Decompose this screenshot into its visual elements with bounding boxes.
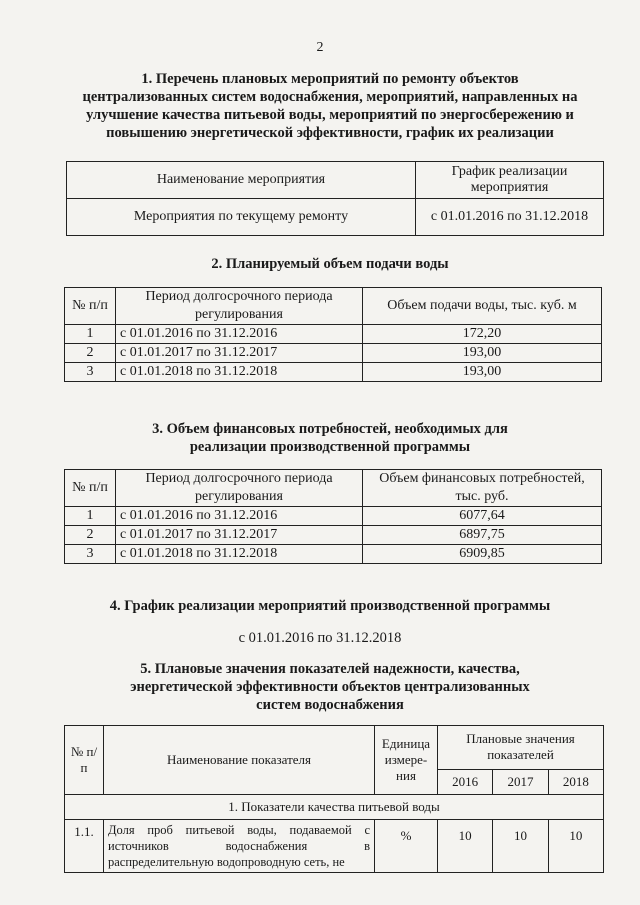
measure-schedule-cell: с 01.01.2016 по 31.12.2018: [416, 199, 604, 236]
header-number: № п/п: [65, 288, 116, 325]
header-financial-volume: Объем финансовых потребностей, тыс. руб.: [363, 470, 602, 507]
table-row: [67, 199, 604, 236]
header-year-2018: 2018: [548, 769, 603, 794]
header-period: Период долгосрочного периода регулирования: [116, 288, 363, 325]
row-period: с 01.01.2018 по 31.12.2018: [116, 545, 363, 564]
row-value-2018: 10: [548, 820, 603, 873]
row-number: 2: [65, 344, 116, 363]
row-value: 193,00: [363, 363, 602, 382]
table-row: [65, 507, 602, 526]
row-period: с 01.01.2016 по 31.12.2016: [116, 325, 363, 344]
header-planned-values: Плановые значения показателей: [438, 726, 604, 770]
table-header-row: [65, 288, 602, 325]
header-indicator-name: Наименование показателя: [104, 726, 375, 795]
header-measure-name: Наименование мероприятия: [67, 162, 416, 199]
group-row: [65, 795, 604, 820]
table-header-row: [65, 726, 604, 770]
financial-needs-table: [64, 469, 602, 564]
row-value: 172,20: [363, 325, 602, 344]
table-row: [65, 325, 602, 344]
table-row: [65, 820, 604, 873]
row-value: 6077,64: [363, 507, 602, 526]
header-year-2017: 2017: [493, 769, 548, 794]
row-number: 1: [65, 507, 116, 526]
header-period: Период долгосрочного периода регулирования: [116, 470, 363, 507]
measure-name-cell: Мероприятия по текущему ремонту: [67, 199, 416, 236]
section-3-title: 3. Объем финансовых потребностей, необходимых для реализации производственной программы: [152, 421, 508, 455]
header-number: № п/п: [65, 726, 104, 795]
row-value: 6897,75: [363, 526, 602, 545]
measures-table: [66, 161, 604, 236]
page-number: 2: [316, 40, 324, 55]
header-water-volume: Объем подачи воды, тыс. куб. м: [363, 288, 602, 325]
row-number: 1.1.: [65, 820, 104, 873]
section-4-title: 4. График реализации мероприятий производственной программы: [109, 598, 551, 614]
row-number: 1: [65, 325, 116, 344]
section-4-period: с 01.01.2016 по 31.12.2018: [238, 630, 402, 646]
row-number: 3: [65, 363, 116, 382]
row-indicator-name: Доля проб питьевой воды, подаваемой с источников водоснабжения в распределительную водопроводную сеть, не: [104, 820, 375, 873]
header-year-2016: 2016: [438, 769, 493, 794]
section-5-title: 5. Плановые значения показателей надежности, качества, энергетической эффективности объектов централизованных систем водоснабжения: [130, 661, 530, 713]
table-row: [65, 363, 602, 382]
table-row: [65, 545, 602, 564]
row-period: с 01.01.2017 по 31.12.2017: [116, 344, 363, 363]
row-number: 3: [65, 545, 116, 564]
table-row: [65, 344, 602, 363]
row-number: 2: [65, 526, 116, 545]
row-period: с 01.01.2017 по 31.12.2017: [116, 526, 363, 545]
table-header-row: [65, 470, 602, 507]
row-value: 193,00: [363, 344, 602, 363]
water-supply-table: [64, 287, 602, 382]
row-value: 6909,85: [363, 545, 602, 564]
row-value-2016: 10: [438, 820, 493, 873]
row-unit: %: [375, 820, 438, 873]
table-row: [65, 526, 602, 545]
table-header-row: [67, 162, 604, 199]
group-row-label: 1. Показатели качества питьевой воды: [65, 795, 604, 820]
header-number: № п/п: [65, 470, 116, 507]
header-unit: Единица измере-ния: [375, 726, 438, 795]
row-period: с 01.01.2018 по 31.12.2018: [116, 363, 363, 382]
row-period: с 01.01.2016 по 31.12.2016: [116, 507, 363, 526]
row-value-2017: 10: [493, 820, 548, 873]
indicators-table: [64, 725, 604, 873]
section-2-title: 2. Планируемый объем подачи воды: [211, 256, 449, 272]
header-measure-schedule: График реализации мероприятия: [416, 162, 604, 199]
section-1-title: 1. Перечень плановых мероприятий по ремонту объектов централизованных систем водоснабжения, мероприятий, направленных на улучшение качества питьевой воды, мероприятий по энергосбережению и повышению энергетической эффективности, график их реализации: [82, 71, 578, 141]
